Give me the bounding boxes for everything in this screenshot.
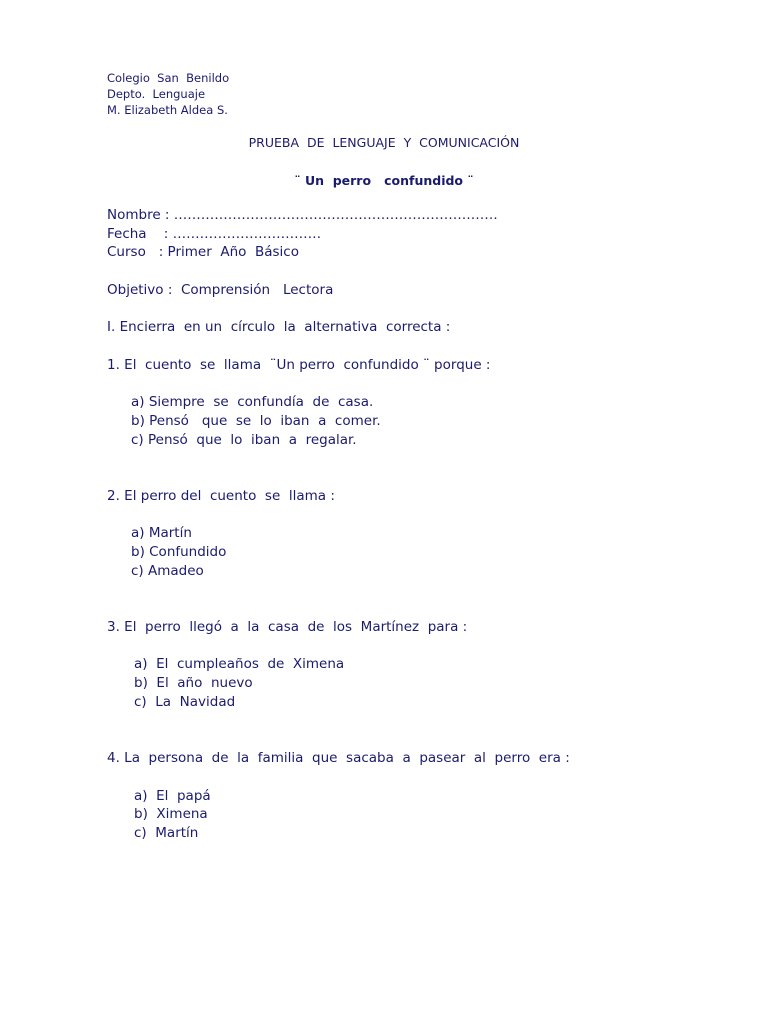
instruction: I. Encierra en un círculo la alternativa correcta : xyxy=(107,319,451,335)
question-1-option-a: a) Siempre se confundía de casa. xyxy=(131,394,374,410)
question-2-option-c: c) Amadeo xyxy=(131,563,204,579)
question-2-option-b: b) Confundido xyxy=(131,544,227,560)
question-4-option-b: b) Ximena xyxy=(134,806,208,822)
question-1: 1. El cuento se llama ¨Un perro confundido ¨ porque : xyxy=(107,357,491,373)
question-1-option-c: c) Pensó que lo iban a regalar. xyxy=(131,432,357,448)
question-3: 3. El perro llegó a la casa de los Martínez para : xyxy=(107,619,468,635)
question-1-option-b: b) Pensó que se lo iban a comer. xyxy=(131,413,381,429)
question-3-option-a: a) El cumpleaños de Ximena xyxy=(134,656,345,672)
date-field: Fecha : …………………………… xyxy=(107,226,322,242)
objective: Objetivo : Comprensión Lectora xyxy=(107,282,334,298)
name-field: Nombre : ……………………………………………………………… xyxy=(107,207,498,223)
teacher-name: M. Elizabeth Aldea S. xyxy=(107,103,228,117)
story-title: ¨ Un perro confundido ¨ xyxy=(294,173,474,188)
question-4: 4. La persona de la familia que sacaba a pasear al perro era : xyxy=(107,750,570,766)
course-field: Curso : Primer Año Básico xyxy=(107,244,299,260)
test-title: PRUEBA DE LENGUAJE Y COMUNICACIÓN xyxy=(248,135,520,150)
school-name: Colegio San Benildo xyxy=(107,71,230,85)
question-3-option-c: c) La Navidad xyxy=(134,694,236,710)
question-3-option-b: b) El año nuevo xyxy=(134,675,253,691)
question-4-option-a: a) El papá xyxy=(134,788,211,804)
department-name: Depto. Lenguaje xyxy=(107,87,206,101)
question-2: 2. El perro del cuento se llama : xyxy=(107,488,335,504)
question-4-option-c: c) Martín xyxy=(134,825,199,841)
question-2-option-a: a) Martín xyxy=(131,525,192,541)
